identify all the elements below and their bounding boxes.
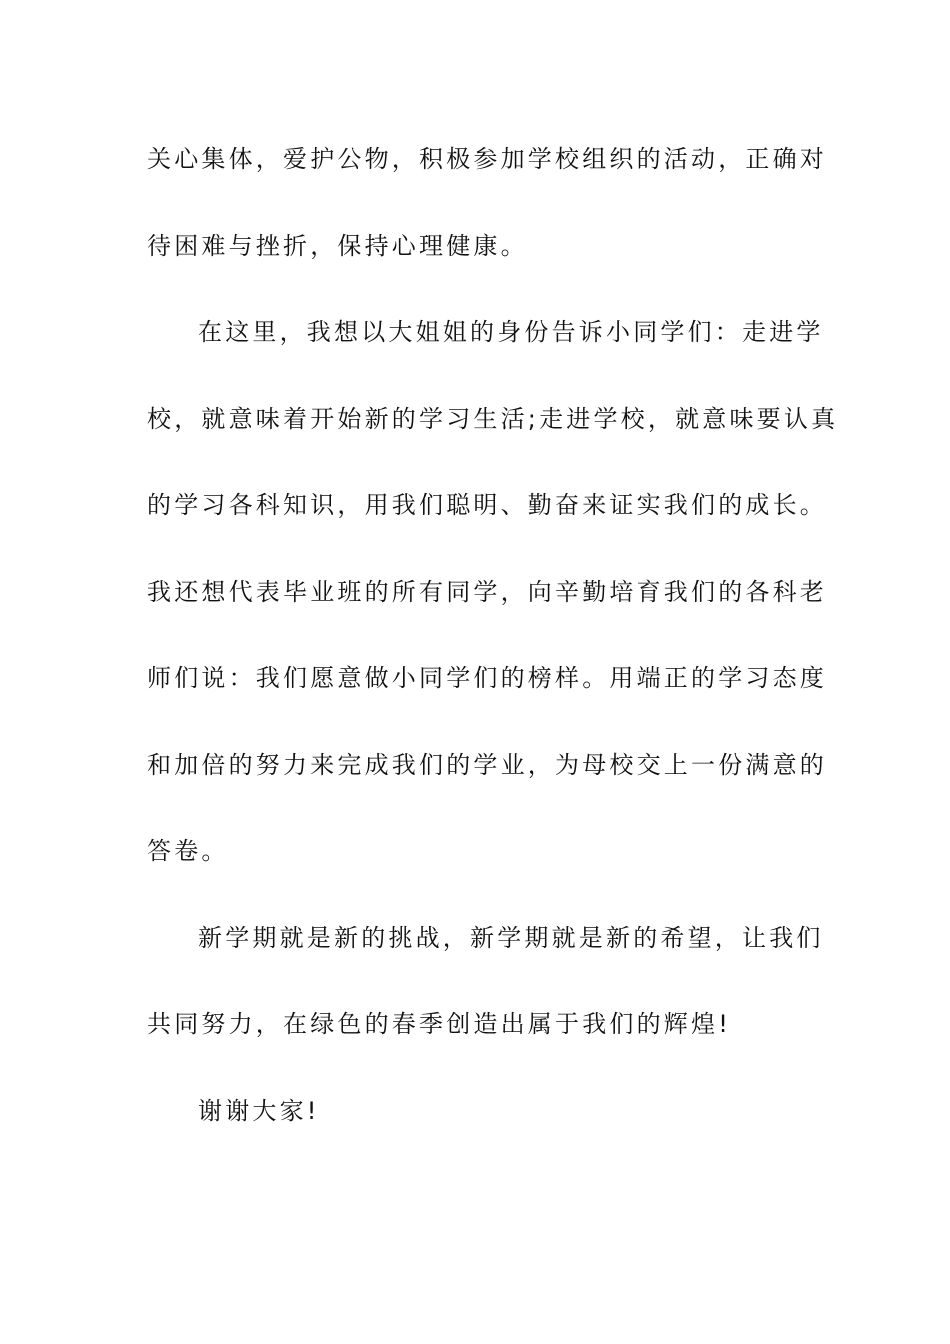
text-line: 关心集体，爱护公物，积极参加学校组织的活动，正确对	[147, 145, 827, 173]
text-line: 和加倍的努力来完成我们的学业，为母校交上一份满意的	[147, 750, 827, 779]
body-text	[147, 116, 839, 1154]
text-line: 待困难与挫折，保持心理健康。	[147, 231, 528, 260]
text-line: 新学期就是新的挑战，新学期就是新的希望，让我们	[198, 923, 824, 952]
text-line: 的学习各科知识，用我们聪明、勤奋来证实我们的成长。	[147, 491, 827, 519]
text-line: 共同努力，在绿色的春季创造出属于我们的辉煌!	[147, 1010, 732, 1038]
text-line: 师们说：我们愿意做小同学们的榜样。用端正的学习态度	[147, 664, 827, 692]
text-line: 谢谢大家!	[198, 1096, 320, 1125]
text-line: 答卷。	[147, 837, 229, 865]
text-line: 校，就意味着开始新的学习生活;走进学校，就意味要认真	[147, 404, 839, 433]
text-line: 我还想代表毕业班的所有同学，向辛勤培育我们的各科老	[147, 577, 827, 606]
text-line: 在这里，我想以大姐姐的身份告诉小同学们：走进学	[198, 318, 824, 346]
